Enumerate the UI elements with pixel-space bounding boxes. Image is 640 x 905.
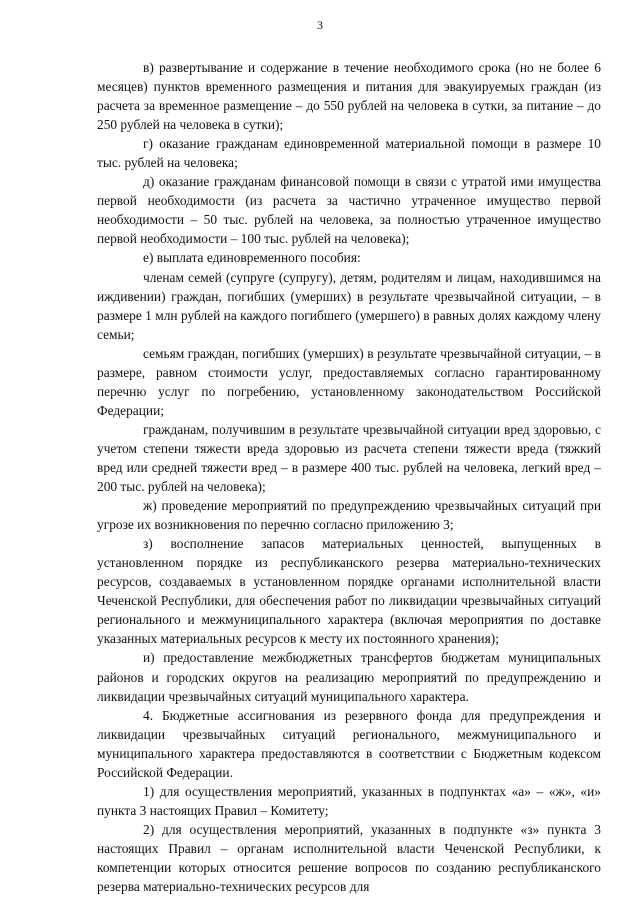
paragraph-e-one-time-allowance: е) выплата единовременного пособия:: [143, 250, 361, 266]
paragraph-v-evacuee-housing: в) развертывание и содержание в течение необходимого срока (но не более 6 месяцев) пунктов временного размещения и питания для эвакуируемых граждан (из расчета за временное размещение – до 550 рублей на человека в сутки, за питание – до 250 рублей на человека в сутки);: [97, 60, 601, 133]
paragraph-1-committee: 1) для осуществления мероприятий, указанных в подпунктах «а» – «ж», «и» пункта 3 настоящих Правил – Комитету;: [97, 783, 601, 818]
paragraph-funeral-services: семьям граждан, погибших (умерших) в результате чрезвычайной ситуации, – в размере, равном стоимости услуг, предоставляемых согласно гарантированному перечню услуг по погребению, установленному законодательством Российской Федерации;: [97, 345, 601, 418]
paragraph-2-executive-bodies: 2) для осуществления мероприятий, указанных в подпункте «з» пункта 3 настоящих Правил – органам исполнительной власти Чеченской Республики, к компетенции которых относится решение вопросов по созданию республиканского резерва материально-технических ресурсов для: [97, 821, 601, 895]
document-body: [97, 58, 601, 896]
paragraph-z-reserve-replenishment: з) восполнение запасов материальных ценностей, выпущенных в установленном порядке из республиканского резерва материально-технических ресурсов, создаваемых в установленном порядке органами исполнительной власти Чеченской Республики, для обеспечения работ по ликвидации чрезвычайных ситуаций регионального и межмуниципального характера (включая мероприятия по доставке указанных материальных ресурсов к месту их постоянного хранения);: [97, 536, 601, 647]
paragraph-4-budget-allocations: 4. Бюджетные ассигнования из резервного фонда для предупреждения и ликвидации чрезвычайных ситуаций регионального, межмуниципального и муниципального характера предоставляются в соответствии с Бюджетным кодексом Российской Федерации.: [97, 707, 601, 780]
paragraph-family-members-allowance: членам семей (супруге (супругу), детям, родителям и лицам, находившимся на иждивении) граждан, погибших (умерших) в результате чрезвычайной ситуации, – в размере 1 млн рублей на каждого погибшего (умершего) в равных долях каждому члену семьи;: [97, 269, 601, 342]
paragraph-g-one-time-aid: г) оказание гражданам единовременной материальной помощи в размере 10 тыс. рублей на человека;: [97, 136, 601, 171]
paragraph-zh-prevention: ж) проведение мероприятий по предупреждению чрезвычайных ситуаций при угрозе их возникновения по перечню согласно приложению 3;: [97, 498, 601, 533]
paragraph-d-property-loss-aid: д) оказание гражданам финансовой помощи в связи с утратой ими имущества первой необходимости (из расчета за частично утраченное имущество первой необходимости – 50 тыс. рублей на человека, за полностью утраченное имущество первой необходимости – 100 тыс. рублей на человека);: [97, 174, 601, 247]
paragraph-i-interbudget-transfers: и) предоставление межбюджетных трансфертов бюджетам муниципальных районов и городских округов на реализацию мероприятий по предупреждению и ликвидации чрезвычайных ситуаций муниципального характера.: [97, 650, 601, 704]
paragraph-health-damage: гражданам, получившим в результате чрезвычайной ситуации вред здоровью, с учетом степени тяжести вреда здоровью из расчета степени тяжести вреда (тяжкий вред или средней тяжести вред – в размере 400 тыс. рублей на человека, легкий вред – 200 тыс. рублей на человека);: [97, 421, 601, 495]
page-number: 3: [317, 18, 323, 32]
